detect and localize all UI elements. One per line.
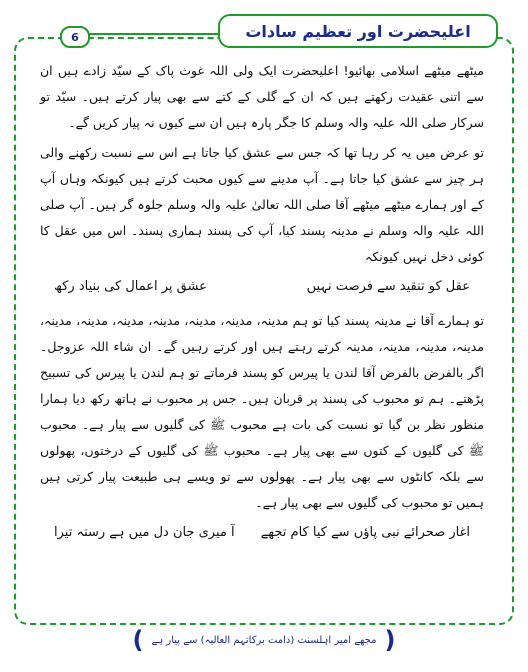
footer-right-bracket: ) [384, 626, 396, 654]
couplet-1-left: عشق پر اعمال کی بنیاد رکھ [54, 279, 207, 294]
footer [0, 626, 528, 654]
couplet-1-right: عقل کو تنقید سے فرصت نہیں [306, 279, 470, 294]
paragraph-3: تو ہمارے آقا نے مدینہ پسند کیا تو ہم مدینہ، مدینہ، مدینہ، مدینہ، مدینہ، مدینہ، مدینہ، مدینہ، مدینہ، مدینہ، مدینہ کرتے رہتے ہیں اور کرتے رہیں گے۔ ان شاء اللہ عزوجل۔ اگر بالفرض بالفرض آقا لندن یا پیرس کو پسند فرماتے تو ہم لندن یا پیرس کی تسبیح پڑھتے۔ ہم تو محبوب کی پسند پر قربان ہیں۔ جس پر محبوب نے ہاتھ رکھ دیا ہمارا منظور نظر بن گیا تو نسبت کی بات ہے محبوب ﷺ کی گلیوں سے پیار ہے۔ محبوب ﷺ کی گلیوں کے کتوں سے بھی پیار ہے۔ محبوب ﷺ کی گلیوں کے درختوں، پھولوں سے بلکہ کانٹوں سے بھی پیار ہے۔ پھولوں سے تو ویسے ہی طبیعت پیار کرتی ہیں ہمیں تو محبوب کی گلیوں سے بھی پیار ہے۔ [40, 313, 484, 510]
paragraph-1: میٹھے میٹھے اسلامی بھائیو! اعلیحضرت ایک ولی اللہ غوث پاک کے سیّد زادے ہیں ان سے اتنی عقیدت رکھتے ہیں کہ ان کے گلی کے کتے سے بھی پیار کرتے ہیں۔ سیّد تو سرکار صلی اللہ علیہ والہ وسلم کا جگر پارہ ہیں ان سے کیوں نہ پیار کریں گے۔ [40, 63, 484, 130]
body-text [40, 58, 484, 554]
page-title: اعلیحضرت اور تعظیم سادات [245, 21, 471, 41]
footer-left-bracket: ( [132, 626, 144, 654]
paragraph-2: تو عرض میں یہ کر رہا تھا کہ جس سے عشق کیا جاتا ہے اس سے نسبت رکھنے والی ہر چیز سے عشق کیا جاتا ہے۔ آپ مدینے سے کیوں محبت کرتے ہیں کیونکہ وہاں آپ کے اور ہمارے میٹھے میٹھے آقا صلی اللہ تعالیٰ علیہ والہ وسلم جلوہ گر ہیں۔ آپ صلی اللہ علیہ والہ وسلم نے مدینہ پسند کیا، آپ کی پسند ہماری پسند۔ اس میں عقل کا کوئی دخل نہیں کیونکہ [40, 145, 484, 264]
page-number-badge [60, 26, 90, 48]
title-box [218, 14, 498, 48]
couplet-1 [40, 274, 484, 300]
couplet-2 [40, 520, 484, 546]
couplet-2-right: اغار صحرائے نبی پاؤں سے کیا کام تجھے [260, 525, 470, 540]
footer-text: مجھے امیر اہلسنت (دامت برکاتہم العالیہ) سے پیار ہے [151, 634, 377, 646]
couplet-2-left: آ میری جان دل میں ہے رستہ تیرا [54, 525, 235, 540]
page-number: 6 [71, 30, 79, 44]
